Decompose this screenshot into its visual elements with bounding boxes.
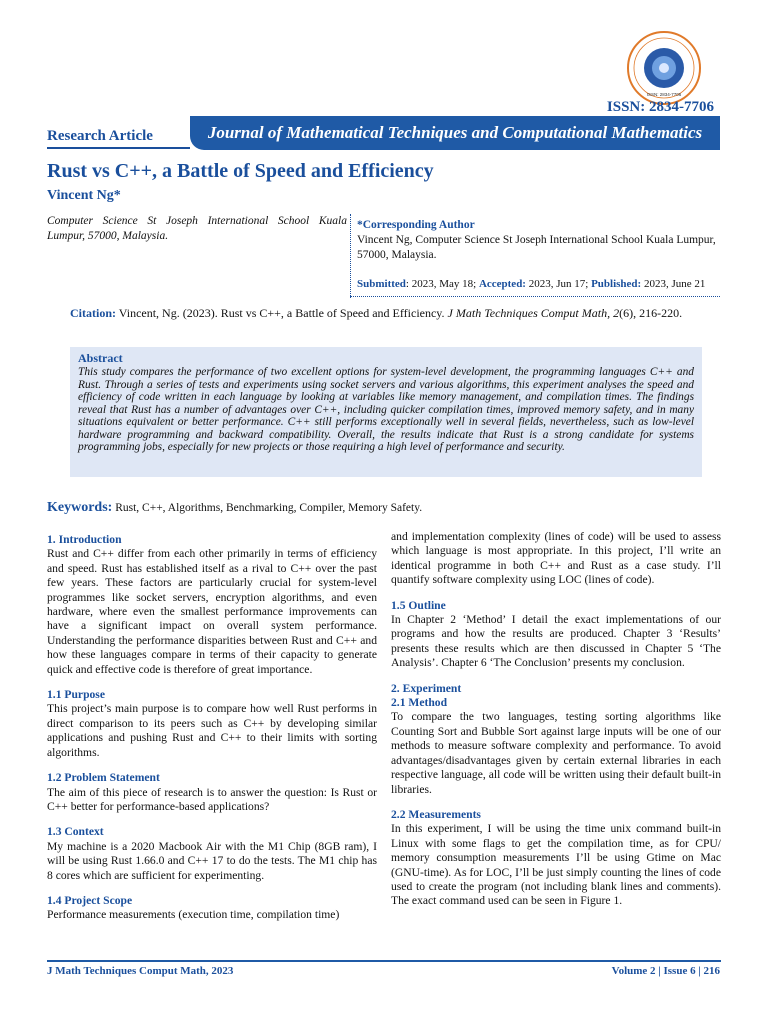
section-body: My machine is a 2020 Macbook Air with the M1 Chip (8GB ram), I will be using Rust 1.66.0 and C++ 17 to do the tests. The M1 chip has 8 cores which are sufficient for experimenting. [47,839,377,882]
section-heading: 1.4 Project Scope [47,893,133,907]
abstract-body: This study compares the performance of two excellent options for system-level development, the programming languages C++ and Rust. Through a series of tests and experiments using socket servers and various algorithms, this experiment analyses the speed and efficiency of code written in each language by looking at variables like memory management, and compilation times. The findings reveal that Rust has a number of advantages over C++, including quicker compilation times, improved memory safety, and in many situations equivalent or better performance. C++ still performs exceptionally well in several fields, nevertheless, such as low-level hardware programming and backward compatibility. Overall, the results indicate that Rust is a strong candidate for systems programming jobs, especially for new projects or those requiring a high level of performance and security. [78,366,694,453]
abstract-heading: Abstract [78,351,123,365]
paper-author: Vincent Ng* [47,188,121,203]
accepted-label: Accepted: [478,278,526,290]
paper-title: Rust vs C++, a Battle of Speed and Efficiency [47,160,434,182]
journal-seal-logo [626,30,702,106]
article-type: Research Article [47,128,153,144]
keywords [47,500,422,516]
section-heading: 1.1 Purpose [47,688,105,702]
citation-pages: (6), 216-220. [619,306,683,320]
left-column [47,533,377,923]
published-label: Published: [591,278,642,290]
section-body: The aim of this piece of research is to answer the question: Is Rust or C++ better for performance-based applications? [47,785,377,813]
journal-banner: Journal of Mathematical Techniques and Computational Mathematics [190,116,720,150]
section-heading: 1.2 Problem Statement [47,771,160,785]
author-affiliation: Computer Science St Joseph International School Kuala Lumpur, 57000, Malaysia. [47,215,347,242]
published-date: 2023, June 21 [641,278,706,290]
abstract-box [70,347,702,477]
article-type-underline [47,147,190,149]
section-body: Rust and C++ differ from each other primarily in terms of efficiency and speed. Rust has established itself as a rival to C++ over the past few years. These factors are particularly crucial for system-level programmes like socket servers, encryption algorithms, and even hardware, where even the smallest performance improvements can have a significant impact on overall system performance. Understanding the performance disparities between Rust and C++ and how these languages compare in terms of their capacity to generate quick and effective code is therefore of great importance. [47,547,377,676]
keywords-label: Keywords: [47,500,113,515]
issn-label: ISSN: 2834-7706 [606,99,714,115]
corresponding-head: *Corresponding Author [357,219,475,231]
citation-label: Citation: [70,306,116,320]
section-body: and implementation complexity (lines of code) will be used to assess which language is most appropriate. In this project, I’ll write an identical programme in both C++ and Rust as a case study. I’ll quantify software complexity using LOC (lines of code). [391,530,721,587]
section-body: This project’s main purpose is to compare how well Rust performs in direct comparison to its peers such as C++ by developing similar applications and pushing Rust and C++ to their limits with sorting algorithms. [47,702,377,759]
section-heading: 1. Introduction [47,533,122,546]
section-heading: 2.1 Method [391,696,448,710]
right-column [391,530,721,909]
accepted-date: 2023, Jun 17; [525,278,592,290]
section-body: In Chapter 2 ‘Method’ I detail the exact implementations of our programs and how the results are produced. Chapter 3 ‘Results’ presents these results which are then discussed in Chapter 5 ‘The Analysis’. Chapter 6 ‘The Conclusion’ presents my conclusion. [391,613,721,670]
submitted-date: : 2023, May 18; [405,278,479,290]
publication-dates [357,278,720,290]
citation [70,305,702,321]
corresponding-text: Vincent Ng, Computer Science St Joseph International School Kuala Lumpur, 57000, Malaysia. [357,234,716,261]
footer-journal: J Math Techniques Comput Math, 2023 [47,965,234,977]
section-heading: 1.3 Context [47,825,104,839]
section-body: In this experiment, I will be using the time unix command built-in Linux with some flags to get the compilation time, as for CPU/ memory consumption measurements I’ll be using Gtime on Mac (GNU-time). As for LOC, I’ll be just simply counting the lines of code used to create the program (not including blank lines and comments). The exact command used can be seen in Figure 1. [391,822,721,908]
keywords-list: Rust, C++, Algorithms, Benchmarking, Compiler, Memory Safety. [112,502,423,514]
footer-volume: Volume 2 | Issue 6 | 216 [611,965,720,977]
section-body: Performance measurements (execution time, compilation time) [47,908,340,922]
svg-text:ISSN: 2834-7706: ISSN: 2834-7706 [646,92,682,97]
citation-text: Vincent, Ng. (2023). Rust vs C++, a Battle of Speed and Efficiency. [116,306,448,320]
footer-rule [47,960,721,962]
section-heading: 1.5 Outline [391,598,446,612]
divider [350,214,351,298]
section-body: To compare the two languages, testing sorting algorithms like Counting Sort and Bubble Sort against large inputs will be one of our methods to measure software complexity and performance. To avoid advantages/disadvantages given by certain external libraries in each respective language, all code will be written using their default built-in libraries. [391,710,721,796]
divider [350,296,720,297]
submitted-label: Submitted [357,278,406,290]
section-heading: 2.2 Measurements [391,807,481,821]
section-heading: 2. Experiment [391,681,462,695]
corresponding-author [357,218,720,263]
citation-journal: J Math Techniques Comput Math, 2 [447,306,620,320]
